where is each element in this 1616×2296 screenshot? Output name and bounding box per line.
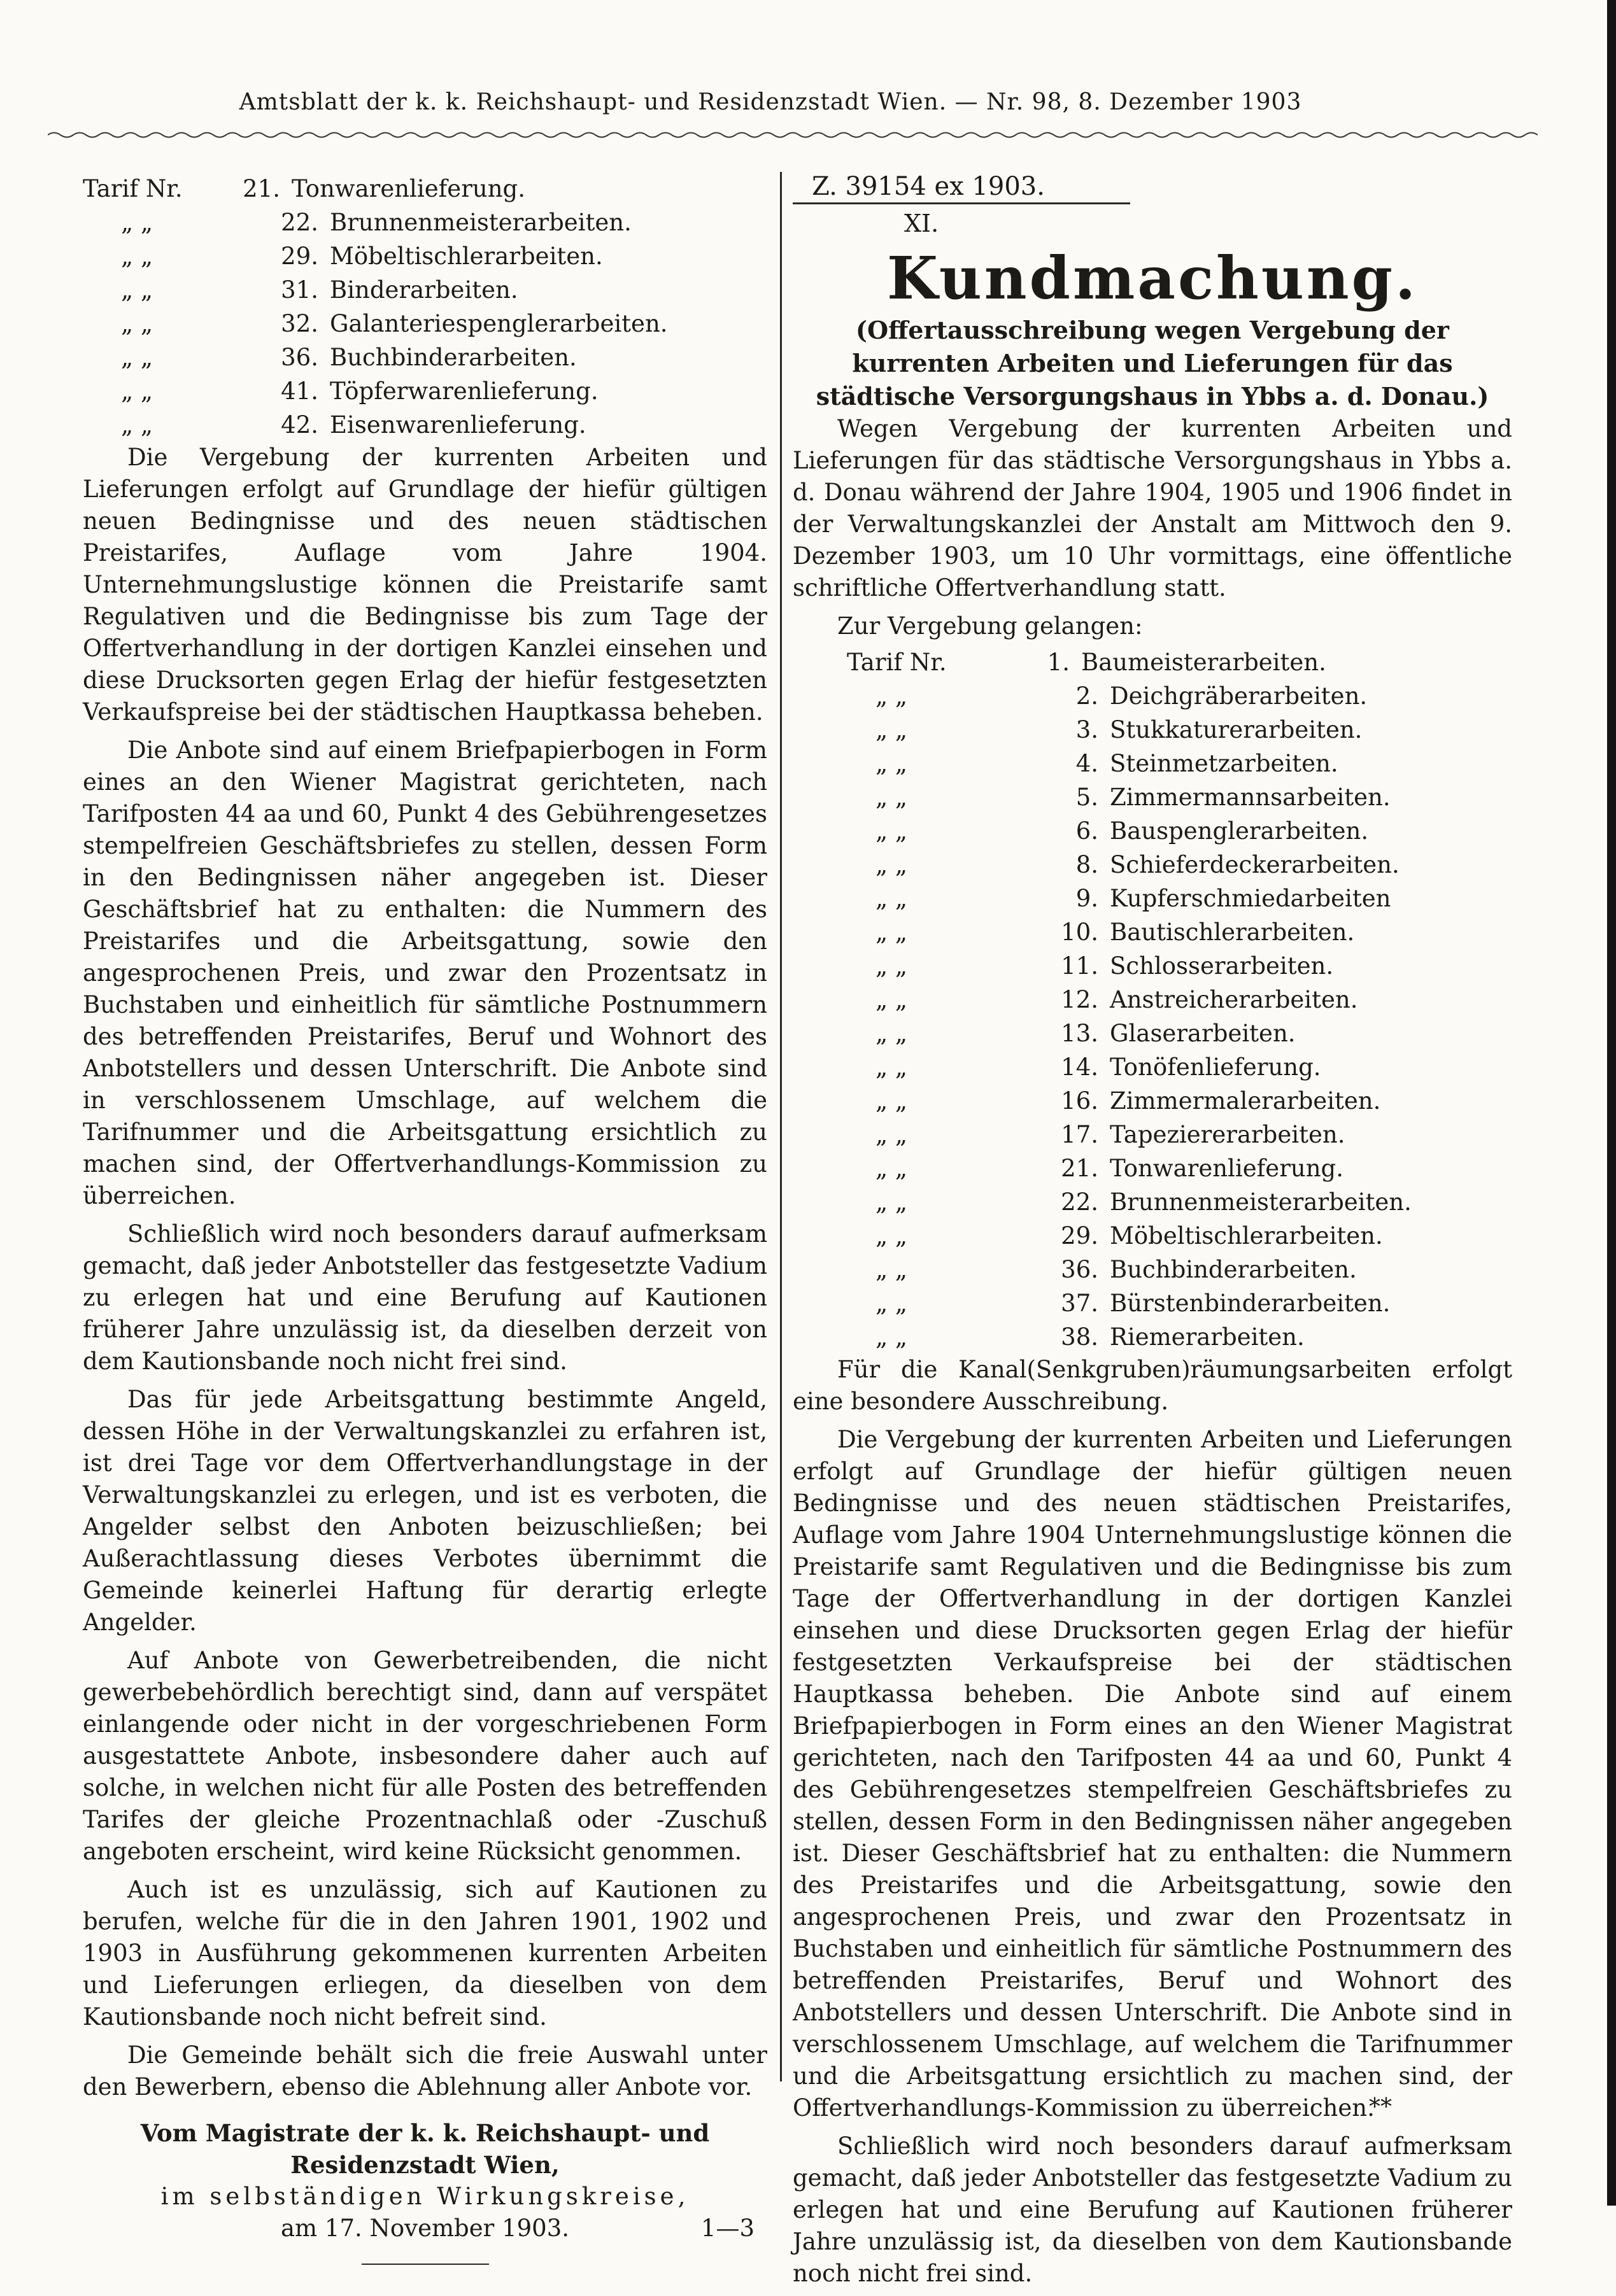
signature-ref: 1—3 bbox=[700, 2215, 755, 2242]
tariff-row: „ „ 37. Bürstenbinderarbeiten. bbox=[875, 1290, 1391, 1317]
paragraph: Das für jede Arbeitsgattung bestimmte Angeld, dessen Höhe in der Verwaltungskanzlei zu erfahren ist, ist drei Tage vor dem Offertverhandlungstage in der Verwaltungskanzlei zu erlegen, und ist es verboten, die Angelder selbst den Anboten beizuschließen; bei Außerachtlassung dieses Verbotes übernimmt die Gemeinde keinerlei Haftung für derartig erlegte Angelder. bbox=[83, 1386, 767, 1636]
end-rule bbox=[362, 2264, 489, 2265]
tariff-row: „ „ 3. Stukkaturerarbeiten. bbox=[875, 716, 1363, 743]
tariff-row: „ „ 38. Riemerarbeiten. bbox=[875, 1323, 1305, 1351]
masthead: Amtsblatt der k. k. Reichshaupt- und Residenzstadt Wien. — Nr. 98, 8. Dezember 1903 bbox=[239, 89, 1302, 115]
tariff-row: „ „ 41. Töpferwarenlieferung. bbox=[121, 377, 599, 405]
intro-paragraph: Wegen Vergebung der kurrenten Arbeiten und Lieferungen für das städtische Versorgungshaus in Ybbs a. d. Donau während der Jahre 1904, 1905 und 1906 findet in der Verwaltungskanzlei der Anstalt am Mittwoch den 9. Dezember 1903, um 10 Uhr vormittags, eine öffentliche schriftliche Offertverhandlung statt. bbox=[793, 415, 1512, 602]
subheadline: (Offertausschreibung wegen Vergebung der kurrenten Arbeiten und Lieferungen für das städtische Versorgungshaus in Ybbs a. d. Donau.) bbox=[816, 316, 1489, 411]
tariff-row: „ „ 22. Brunnenmeisterarbeiten. bbox=[121, 209, 632, 236]
tariff-row: „ „ 36. Buchbinderarbeiten. bbox=[121, 344, 577, 371]
tariff-row: „ „ 14. Tonöfenlieferung. bbox=[875, 1053, 1321, 1081]
tariff-row: „ „ 42. Eisenwarenlieferung. bbox=[121, 411, 586, 439]
tariff-row: „ „ 29. Möbeltischlerarbeiten. bbox=[875, 1222, 1383, 1250]
tariff-row: „ „ 4. Steinmetzarbeiten. bbox=[875, 750, 1338, 777]
signature-authority: Vom Magistrate der k. k. Reichshaupt- und Residenzstadt Wien, bbox=[140, 2119, 710, 2179]
tariff-row: „ „ 12. Anstreicherarbeiten. bbox=[875, 986, 1358, 1013]
list-intro: Zur Vergebung gelangen: bbox=[837, 612, 1143, 640]
signature-capacity: im selbständigen Wirkungskreise, bbox=[160, 2183, 690, 2210]
tariff-row: „ „ 9. Kupferschmiedarbeiten bbox=[875, 885, 1391, 912]
tariff-row: „ „ 29. Möbeltischlerarbeiten. bbox=[121, 243, 603, 270]
tariff-row: „ „ 5. Zimmermannsarbeiten. bbox=[875, 784, 1391, 811]
section-numeral: XI. bbox=[904, 209, 939, 237]
tariff-row: „ „ 17. Tapeziererarbeiten. bbox=[875, 1121, 1345, 1148]
tariff-row: „ „ 36. Buchbinderarbeiten. bbox=[875, 1256, 1357, 1283]
left-column bbox=[83, 172, 767, 2265]
tariff-row: „ „ 11. Schlosserarbeiten. bbox=[875, 952, 1334, 980]
tariff-row: „ „ 13. Glaserarbeiten. bbox=[875, 1020, 1296, 1047]
paragraph: Die Vergebung der kurrenten Arbeiten und Lieferungen erfolgt auf Grundlage der hiefür gültigen neuen Bedingnisse und des neuen städtischen Preistarifes, Auflage vom Jahre 1904. Unternehmungslustige können die Preistarife samt Regulativen und die Bedingnisse bis zum Tage der Offertverhandlung in der dortigen Kanzlei einsehen und diese Drucksorten gegen Erlag der hiefür festgesetzten Verkaufspreise bei der städtischen Hauptkassa beheben. bbox=[83, 444, 767, 726]
right-tariff-list bbox=[793, 645, 1512, 1354]
tariff-row: Tarif Nr. 1. Baumeisterarbeiten. bbox=[847, 649, 1326, 676]
tariff-row: „ „ 16. Zimmermalerarbeiten. bbox=[875, 1087, 1381, 1115]
paragraph: Die Gemeinde behält sich die freie Auswahl unter den Bewerbern, ebenso die Ablehnung aller Anbote vor. bbox=[83, 2041, 767, 2101]
tariff-row: „ „ 21. Tonwarenlieferung. bbox=[875, 1155, 1344, 1182]
tariff-row: „ „ 2. Deichgräberarbeiten. bbox=[875, 682, 1368, 710]
signature-block bbox=[83, 2117, 767, 2265]
headline: Kundmachung. bbox=[886, 244, 1419, 313]
paragraph: Für die Kanal(Senkgruben)räumungsarbeiten erfolgt eine besondere Ausschreibung. bbox=[793, 1356, 1512, 1415]
tariff-row: „ „ 32. Galanteriespenglerarbeiten. bbox=[121, 310, 668, 337]
scan-edge bbox=[1607, 0, 1616, 2206]
reference-number: Z. 39154 ex 1903. bbox=[793, 172, 1130, 204]
footer-mark: ** bbox=[1369, 2094, 1392, 2120]
right-column bbox=[793, 172, 1512, 2296]
paragraph: Schließlich wird noch besonders darauf aufmerksam gemacht, daß jeder Anbotsteller das festgesetzte Vadium zu erlegen hat und eine Berufung auf Kautionen früherer Jahre unzulässig ist, da dieselben derzeit von dem Kautionsbande noch nicht frei sind. bbox=[83, 1220, 767, 1375]
tariff-row: „ „ 31. Binderarbeiten. bbox=[121, 276, 518, 304]
paragraph: Die Anbote sind auf einem Briefpapierbogen in Form eines an den Wiener Magistrat gerichteten, nach Tarifposten 44 aa und 60, Punkt 4 des Gebührengesetzes stempelfreien Geschäftsbriefes zu stellen, dessen Form in den Bedingnissen näher angegeben ist. Dieser Geschäftsbrief hat zu enthalten: die Nummern des Preistarifes und die Arbeitsgattung, sowie den angesprochenen Preis, und zwar den Prozentsatz in Buchstaben und einheitlich für sämtliche Postnummern des betreffenden Preistarifes, Beruf und Wohnort des Anbotstellers und dessen Unterschrift. Die Anbote sind in verschlossenem Umschlage, auf welchem die Tarifnummer und die Arbeitsgattung ersichtlich zu machen sind, der Offertverhandlungs-Kommission zu überreichen. bbox=[83, 736, 767, 1209]
paragraph: Die Vergebung der kurrenten Arbeiten und Lieferungen erfolgt auf Grundlage der hiefür gültigen neuen Bedingnisse und des neuen städtischen Preistarifes, Auflage vom Jahre 1904 Unternehmungslustige können die Preistarife samt Regulativen und die Bedingnisse bis zum Tage der Offertverhandlung in der dortigen Kanzlei einsehen und diese Drucksorten gegen Erlag der hiefür festgesetzten Verkaufspreise bei der städtischen Hauptkassa beheben. Die Anbote sind auf einem Briefpapierbogen in Form eines an den Wiener Magistrat gerichteten, nach den Tarifposten 44 aa und 60, Punkt 4 des Gebührengesetzes stempelfreien Geschäftsbriefes zu stellen, dessen Form in den Bedingnissen näher angegeben ist. Dieser Geschäftsbrief hat zu enthalten: die Nummern des Preistarifes und die Arbeitsgattung, sowie den angesprochenen Preis, und zwar den Prozentsatz in Buchstaben und einheitlich für sämtliche Postnummern des betreffenden Preistarifes, Beruf und Wohnort des Anbotstellers und dessen Unterschrift. Die Anbote sind in verschlossenem Umschlage, auf welchem die Tarifnummer und die Arbeitsgattung ersichtlich zu machen sind, der Offertverhandlungs-Kommission zu überreichen. bbox=[793, 1426, 1512, 2122]
column-divider bbox=[780, 172, 782, 2081]
tariff-row: „ „ 8. Schieferdeckerarbeiten. bbox=[875, 851, 1400, 878]
tariff-row: „ „ 10. Bautischlerarbeiten. bbox=[875, 919, 1355, 946]
tariff-row: Tarif Nr. 21. Tonwarenlieferung. bbox=[83, 175, 526, 202]
signature-date: am 17. November 1903. bbox=[281, 2215, 569, 2242]
tariff-row: „ „ 6. Bauspenglerarbeiten. bbox=[875, 817, 1369, 845]
signature-date-line bbox=[83, 2213, 767, 2244]
tariff-row: „ „ 22. Brunnenmeisterarbeiten. bbox=[875, 1188, 1412, 1216]
wavy-rule bbox=[48, 130, 1538, 139]
paragraph: Auf Anbote von Gewerbetreibenden, die nicht gewerbebehördlich berechtigt sind, dann auf verspätet einlangende oder nicht in der vorgeschriebenen Form ausgestattete Anbote, insbesondere daher auch auf solche, in welchen nicht für alle Posten des betreffenden Tarifes der gleiche Prozentnachlaß oder -Zuschuß angeboten erscheint, wird keine Rücksicht genommen. bbox=[83, 1647, 767, 1865]
paragraph: Schließlich wird noch besonders darauf aufmerksam gemacht, daß jeder Anbotsteller das festgesetzte Vadium zu erlegen hat und eine Berufung auf Kautionen früherer Jahre unzulässig ist, da dieselben von dem Kautionsbande noch nicht frei sind. bbox=[793, 2132, 1512, 2287]
paragraph: Auch ist es unzulässig, sich auf Kautionen zu berufen, welche für die in den Jahren 1901, 1902 und 1903 in Ausführung gekommenen kurrenten Arbeiten und Lieferungen erliegen, da dieselben von dem Kautionsbande noch nicht befreit sind. bbox=[83, 1876, 767, 2031]
left-tariff-list bbox=[83, 172, 767, 442]
